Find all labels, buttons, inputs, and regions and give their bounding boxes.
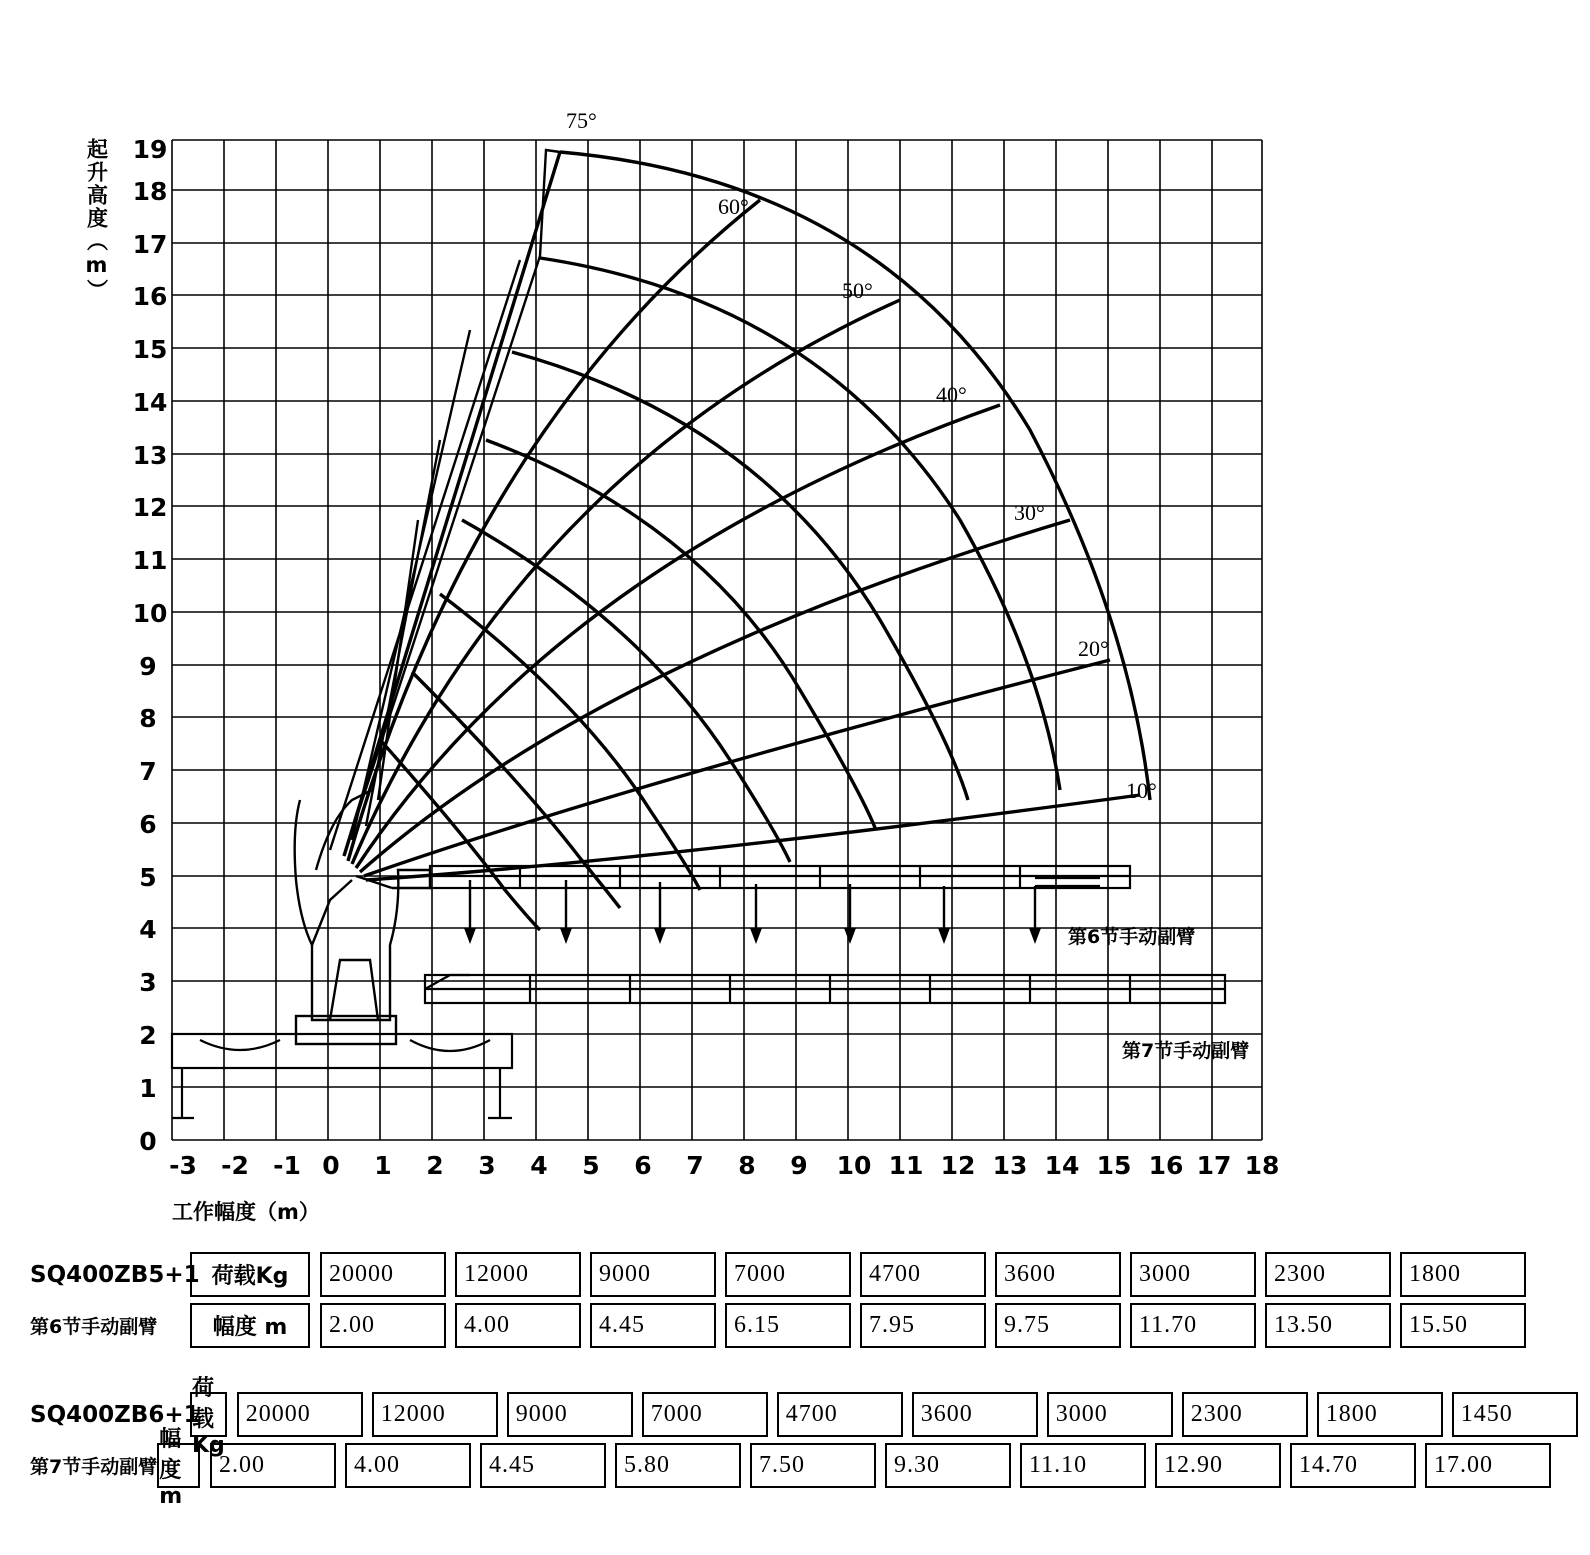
svg-text:16: 16 [1148, 1151, 1184, 1180]
table-cell: 13.50 [1265, 1303, 1391, 1348]
table-cell: 3600 [912, 1392, 1038, 1437]
svg-text:10: 10 [836, 1151, 872, 1180]
svg-text:4: 4 [139, 915, 157, 944]
table-row [30, 1376, 1560, 1458]
table-cell: 3000 [1047, 1392, 1173, 1437]
table-cell: 1800 [1400, 1252, 1526, 1297]
table-cell: 4700 [777, 1392, 903, 1437]
svg-text:0: 0 [139, 1127, 157, 1156]
svg-text:15: 15 [1096, 1151, 1132, 1180]
x-axis-title: 工作幅度（m） [172, 1200, 320, 1224]
table-cell: 2300 [1265, 1252, 1391, 1297]
svg-text:1: 1 [139, 1074, 157, 1103]
svg-text:13: 13 [992, 1151, 1028, 1180]
table-cell: 3600 [995, 1252, 1121, 1297]
table-cell: 14.70 [1290, 1443, 1416, 1488]
model-name-2: SQ400ZB6+1 [30, 1401, 200, 1428]
table-cell: 4700 [860, 1252, 986, 1297]
svg-text:2: 2 [426, 1151, 444, 1180]
table-cell: 4.00 [345, 1443, 471, 1488]
svg-text:3: 3 [139, 968, 157, 997]
svg-text:5: 5 [582, 1151, 600, 1180]
table-cell: 7.95 [860, 1303, 986, 1348]
table-cell: 1450 [1452, 1392, 1578, 1437]
y-axis-title [82, 138, 110, 309]
table-cell: 7000 [642, 1392, 768, 1437]
table-cell: 12000 [455, 1252, 581, 1297]
y-axis-title-text: 起升高度（m） [84, 138, 109, 302]
svg-text:18: 18 [1244, 1151, 1280, 1180]
table-cell: 5.80 [615, 1443, 741, 1488]
table-row [30, 1252, 1560, 1297]
table-cell: 4.00 [455, 1303, 581, 1348]
svg-text:19: 19 [132, 135, 168, 164]
load-table-sq400zb6 [30, 1376, 1560, 1509]
svg-text:6: 6 [634, 1151, 652, 1180]
svg-text:18: 18 [132, 177, 168, 206]
table-cell: 9.75 [995, 1303, 1121, 1348]
svg-text:17: 17 [132, 230, 168, 259]
svg-text:14: 14 [132, 388, 168, 417]
svg-text:17: 17 [1196, 1151, 1232, 1180]
svg-text:10: 10 [132, 599, 168, 628]
row-header-load-1: 荷载Kg [190, 1252, 310, 1297]
svg-text:8: 8 [139, 704, 157, 733]
svg-text:5: 5 [139, 863, 157, 892]
annotation-jib-section-7: 第7节手动副臂 [1122, 1040, 1250, 1062]
table-row [30, 1303, 1560, 1348]
table-cell: 9000 [590, 1252, 716, 1297]
annotation-angle-30: 30° [1014, 500, 1045, 525]
row-header-radius-2: 幅度 m [157, 1443, 200, 1488]
svg-text:11: 11 [132, 546, 168, 575]
annotation-angle-40: 40° [936, 382, 967, 407]
svg-text:7: 7 [686, 1151, 704, 1180]
svg-text:15: 15 [132, 335, 168, 364]
svg-text:14: 14 [1044, 1151, 1080, 1180]
svg-text:7: 7 [139, 757, 157, 786]
model-sub-1: 第6节手动副臂 [30, 1316, 158, 1338]
table-cell: 4.45 [480, 1443, 606, 1488]
table-cell: 20000 [237, 1392, 363, 1437]
table-cell: 15.50 [1400, 1303, 1526, 1348]
annotation-angle-20: 20° [1078, 636, 1109, 661]
svg-text:12: 12 [940, 1151, 976, 1180]
annotation-angle-60: 60° [718, 194, 749, 219]
svg-text:9: 9 [790, 1151, 808, 1180]
table-cell: 2300 [1182, 1392, 1308, 1437]
table-cell: 11.10 [1020, 1443, 1146, 1488]
load-values-2 [237, 1392, 1587, 1437]
model-sub-2: 第7节手动副臂 [30, 1456, 158, 1478]
radius-values-2 [210, 1443, 1560, 1488]
svg-text:-2: -2 [221, 1151, 249, 1180]
svg-text:11: 11 [888, 1151, 924, 1180]
table-cell: 1800 [1317, 1392, 1443, 1437]
table-cell: 2.00 [320, 1303, 446, 1348]
table-cell: 6.15 [725, 1303, 851, 1348]
table-cell: 12.90 [1155, 1443, 1281, 1488]
y-axis-ticks [133, 135, 168, 1156]
svg-text:12: 12 [132, 493, 168, 522]
table-cell: 17.00 [1425, 1443, 1551, 1488]
load-values-1 [320, 1252, 1560, 1297]
table-cell: 20000 [320, 1252, 446, 1297]
row-header-radius-1: 幅度 m [190, 1303, 310, 1348]
annotation-angle-50: 50° [842, 278, 873, 303]
svg-text:3: 3 [478, 1151, 496, 1180]
table-cell: 11.70 [1130, 1303, 1256, 1348]
row-header-load-2: 荷载Kg [192, 1376, 225, 1458]
x-axis-ticks [169, 1151, 1279, 1180]
svg-text:0: 0 [322, 1151, 340, 1180]
annotation-jib-section-6: 第6节手动副臂 [1068, 926, 1196, 948]
svg-text:-3: -3 [169, 1151, 197, 1180]
svg-text:16: 16 [132, 282, 168, 311]
radius-values-1 [320, 1303, 1560, 1348]
svg-text:8: 8 [738, 1151, 756, 1180]
load-table-sq400zb5 [30, 1252, 1560, 1348]
model-name-1: SQ400ZB5+1 [30, 1261, 200, 1288]
table-row [30, 1427, 1560, 1509]
table-cell: 4.45 [590, 1303, 716, 1348]
table-cell: 12000 [372, 1392, 498, 1437]
table-cell: 2.00 [210, 1443, 336, 1488]
table-cell: 9000 [507, 1392, 633, 1437]
svg-text:4: 4 [530, 1151, 548, 1180]
svg-text:-1: -1 [273, 1151, 301, 1180]
svg-text:6: 6 [139, 810, 157, 839]
svg-text:9: 9 [139, 652, 157, 681]
svg-text:13: 13 [132, 441, 168, 470]
svg-text:1: 1 [374, 1151, 392, 1180]
table-cell: 3000 [1130, 1252, 1256, 1297]
table-cell: 9.30 [885, 1443, 1011, 1488]
annotation-angle-75: 75° [566, 108, 597, 133]
annotation-angle-10: 10° [1126, 778, 1157, 803]
table-cell: 7000 [725, 1252, 851, 1297]
table-cell: 7.50 [750, 1443, 876, 1488]
svg-text:2: 2 [139, 1021, 157, 1050]
